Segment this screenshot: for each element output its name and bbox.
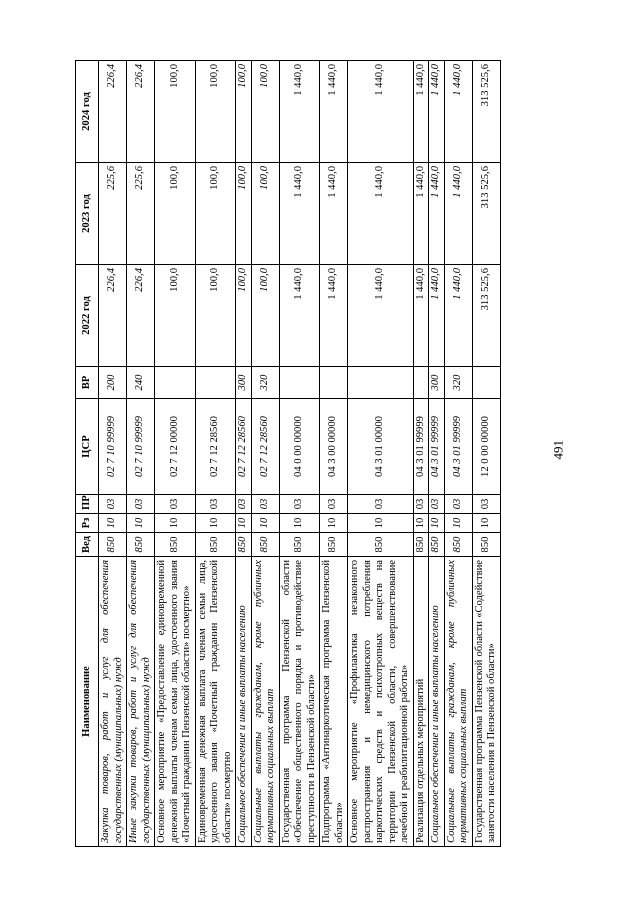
table-cell: Закупка товаров, работ и услуг для обеспечения государственных (муниципальных) нужд [99, 557, 127, 847]
table-cell: 313 525,6 [472, 265, 500, 367]
table-body [99, 61, 501, 847]
table-cell: 1 440,0 [279, 265, 320, 367]
table-cell: 200 [99, 367, 127, 399]
table-cell: Социальное обеспечение и иные выплаты населению [236, 557, 252, 847]
table-cell: 10 [155, 514, 196, 533]
table-cell: 100,0 [195, 265, 236, 367]
table-cell: 03 [472, 495, 500, 514]
table-cell: 03 [429, 495, 445, 514]
table-cell: 1 440,0 [444, 61, 472, 163]
table-cell: 300 [236, 367, 252, 399]
table-cell: 100,0 [236, 163, 252, 265]
table-cell: 02 7 12 00000 [155, 399, 196, 495]
table-cell: 850 [472, 533, 500, 557]
table-cell: Реализация отдельных мероприятий [413, 557, 429, 847]
table-cell: 850 [155, 533, 196, 557]
table-cell: 03 [413, 495, 429, 514]
table-cell: 1 440,0 [279, 163, 320, 265]
table-cell: 1 440,0 [413, 61, 429, 163]
table-cell: Государственная программа Пензенской области «Содействие занятости населения в Пензенской области» [472, 557, 500, 847]
table-cell: 1 440,0 [444, 163, 472, 265]
table-cell: 313 525,6 [472, 163, 500, 265]
table-cell: Основное мероприятие «Профилактика незаконного распространения и немедицинского потребления наркотических средств и психотропных веществ на территории Пензенской области, совершенствование лечебной и реабилитационной работы» [348, 557, 414, 847]
table-cell: 10 [413, 514, 429, 533]
table-cell: 10 [127, 514, 155, 533]
table-cell: 10 [348, 514, 414, 533]
table-row [155, 61, 196, 847]
table-cell: 850 [348, 533, 414, 557]
table-cell: 03 [251, 495, 279, 514]
table-cell: 04 3 01 00000 [348, 399, 414, 495]
page-number: 491 [550, 440, 565, 460]
table-cell: 1 440,0 [320, 163, 348, 265]
table-cell: 1 440,0 [413, 163, 429, 265]
table-row [348, 61, 414, 847]
budget-table [75, 60, 501, 847]
table-cell: 1 440,0 [429, 163, 445, 265]
table-cell: 04 3 00 00000 [320, 399, 348, 495]
table-cell: 02 7 12 28560 [251, 399, 279, 495]
table-cell: 1 440,0 [320, 61, 348, 163]
table-cell: 850 [320, 533, 348, 557]
table-cell: 100,0 [236, 61, 252, 163]
table-cell: 04 3 01 99999 [444, 399, 472, 495]
table-cell: 226,4 [99, 265, 127, 367]
table-cell: 1 440,0 [429, 61, 445, 163]
table-cell: 850 [236, 533, 252, 557]
table-cell: 1 440,0 [279, 61, 320, 163]
table-cell: 03 [195, 495, 236, 514]
table-cell: Социальное обеспечение и иные выплаты населению [429, 557, 445, 847]
table-cell [155, 367, 196, 399]
table-cell: 100,0 [236, 265, 252, 367]
table-cell: 02 7 12 28560 [236, 399, 252, 495]
table-cell: 226,4 [127, 61, 155, 163]
table-cell: 240 [127, 367, 155, 399]
table-cell: 850 [195, 533, 236, 557]
table-cell: 850 [429, 533, 445, 557]
table-cell: 1 440,0 [444, 265, 472, 367]
table-cell: 1 440,0 [320, 265, 348, 367]
table-cell: 03 [279, 495, 320, 514]
table-cell: 02 7 10 99999 [127, 399, 155, 495]
table-cell: 04 3 01 99999 [429, 399, 445, 495]
table-cell: 10 [429, 514, 445, 533]
table-cell: 226,4 [99, 61, 127, 163]
column-header: 2024 год [76, 61, 99, 163]
table-cell: Социальные выплаты гражданам, кроме публичных нормативных социальных выплат [251, 557, 279, 847]
table-cell: Иные закупки товаров, работ и услуг для обеспечения государственных (муниципальных) нужд [127, 557, 155, 847]
column-header: 2022 год [76, 265, 99, 367]
table-cell: Социальные выплаты гражданам, кроме публичных нормативных социальных выплат [444, 557, 472, 847]
table-cell: Единовременная денежная выплата членам семьи лица, удостоенного звания «Почетный гражданин Пензенской области» посмертно [195, 557, 236, 847]
table-cell: 1 440,0 [348, 61, 414, 163]
table-cell: 100,0 [155, 61, 196, 163]
table-cell: 850 [99, 533, 127, 557]
table-cell: 100,0 [251, 61, 279, 163]
column-header: ЦСР [76, 399, 99, 495]
table-cell: 02 7 10 99999 [99, 399, 127, 495]
table-cell: 03 [348, 495, 414, 514]
table-cell: 850 [413, 533, 429, 557]
table-cell: 850 [444, 533, 472, 557]
table-cell: 10 [444, 514, 472, 533]
table-row [236, 61, 252, 847]
table-row [127, 61, 155, 847]
table-cell [348, 367, 414, 399]
column-header: ВР [76, 367, 99, 399]
table-cell: 10 [251, 514, 279, 533]
table-cell: 10 [99, 514, 127, 533]
table-row [413, 61, 429, 847]
table-cell: 03 [155, 495, 196, 514]
table-cell: 225,6 [99, 163, 127, 265]
table-cell: 03 [127, 495, 155, 514]
table-cell: 03 [99, 495, 127, 514]
table-cell [413, 367, 429, 399]
table-cell: 850 [279, 533, 320, 557]
table-cell: 10 [195, 514, 236, 533]
table-cell [320, 367, 348, 399]
table-cell: 04 3 01 99999 [413, 399, 429, 495]
table-row [251, 61, 279, 847]
column-header: Наименование [76, 557, 99, 847]
table-cell: Государственная программа Пензенской области «Обеспечение общественного порядка и противодействие преступности в Пензенской области» [279, 557, 320, 847]
table-cell [279, 367, 320, 399]
column-header: Рз [76, 514, 99, 533]
table-cell: 03 [236, 495, 252, 514]
table-cell: Основное мероприятие «Предоставление единовременной денежной выплаты членам семьи лица, удостоенного звания «Почетный гражданин Пензенской области» посмертно» [155, 557, 196, 847]
table-cell: 850 [251, 533, 279, 557]
table-cell: Подпрограмма «Антинаркотическая программа Пензенской области» [320, 557, 348, 847]
table-cell: 10 [279, 514, 320, 533]
table-cell: 02 7 12 28560 [195, 399, 236, 495]
table-row [444, 61, 472, 847]
table-header-row [76, 61, 99, 847]
table-cell: 320 [444, 367, 472, 399]
table-cell: 100,0 [155, 265, 196, 367]
table-cell: 03 [444, 495, 472, 514]
table-cell: 226,4 [127, 265, 155, 367]
table-cell: 1 440,0 [348, 163, 414, 265]
table-cell: 10 [472, 514, 500, 533]
table-row [195, 61, 236, 847]
table-row [472, 61, 500, 847]
table-cell: 100,0 [195, 163, 236, 265]
table-cell: 225,6 [127, 163, 155, 265]
table-cell: 100,0 [195, 61, 236, 163]
table-cell: 850 [127, 533, 155, 557]
table-cell: 03 [320, 495, 348, 514]
table-cell: 300 [429, 367, 445, 399]
table-cell: 100,0 [251, 163, 279, 265]
column-header: Вед [76, 533, 99, 557]
table-cell: 10 [320, 514, 348, 533]
table-cell: 100,0 [251, 265, 279, 367]
column-header: ПР [76, 495, 99, 514]
table-cell: 320 [251, 367, 279, 399]
table-cell: 1 440,0 [429, 265, 445, 367]
table-row [320, 61, 348, 847]
table-cell: 1 440,0 [413, 265, 429, 367]
table-cell [472, 367, 500, 399]
table-cell: 04 0 00 00000 [279, 399, 320, 495]
table-row [99, 61, 127, 847]
table-cell: 10 [236, 514, 252, 533]
table-cell: 12 0 00 00000 [472, 399, 500, 495]
table-cell [195, 367, 236, 399]
rotated-table-wrapper [75, 60, 555, 847]
table-row [429, 61, 445, 847]
column-header: 2023 год [76, 163, 99, 265]
table-row [279, 61, 320, 847]
table-cell: 100,0 [155, 163, 196, 265]
table-cell: 313 525,6 [472, 61, 500, 163]
table-cell: 1 440,0 [348, 265, 414, 367]
